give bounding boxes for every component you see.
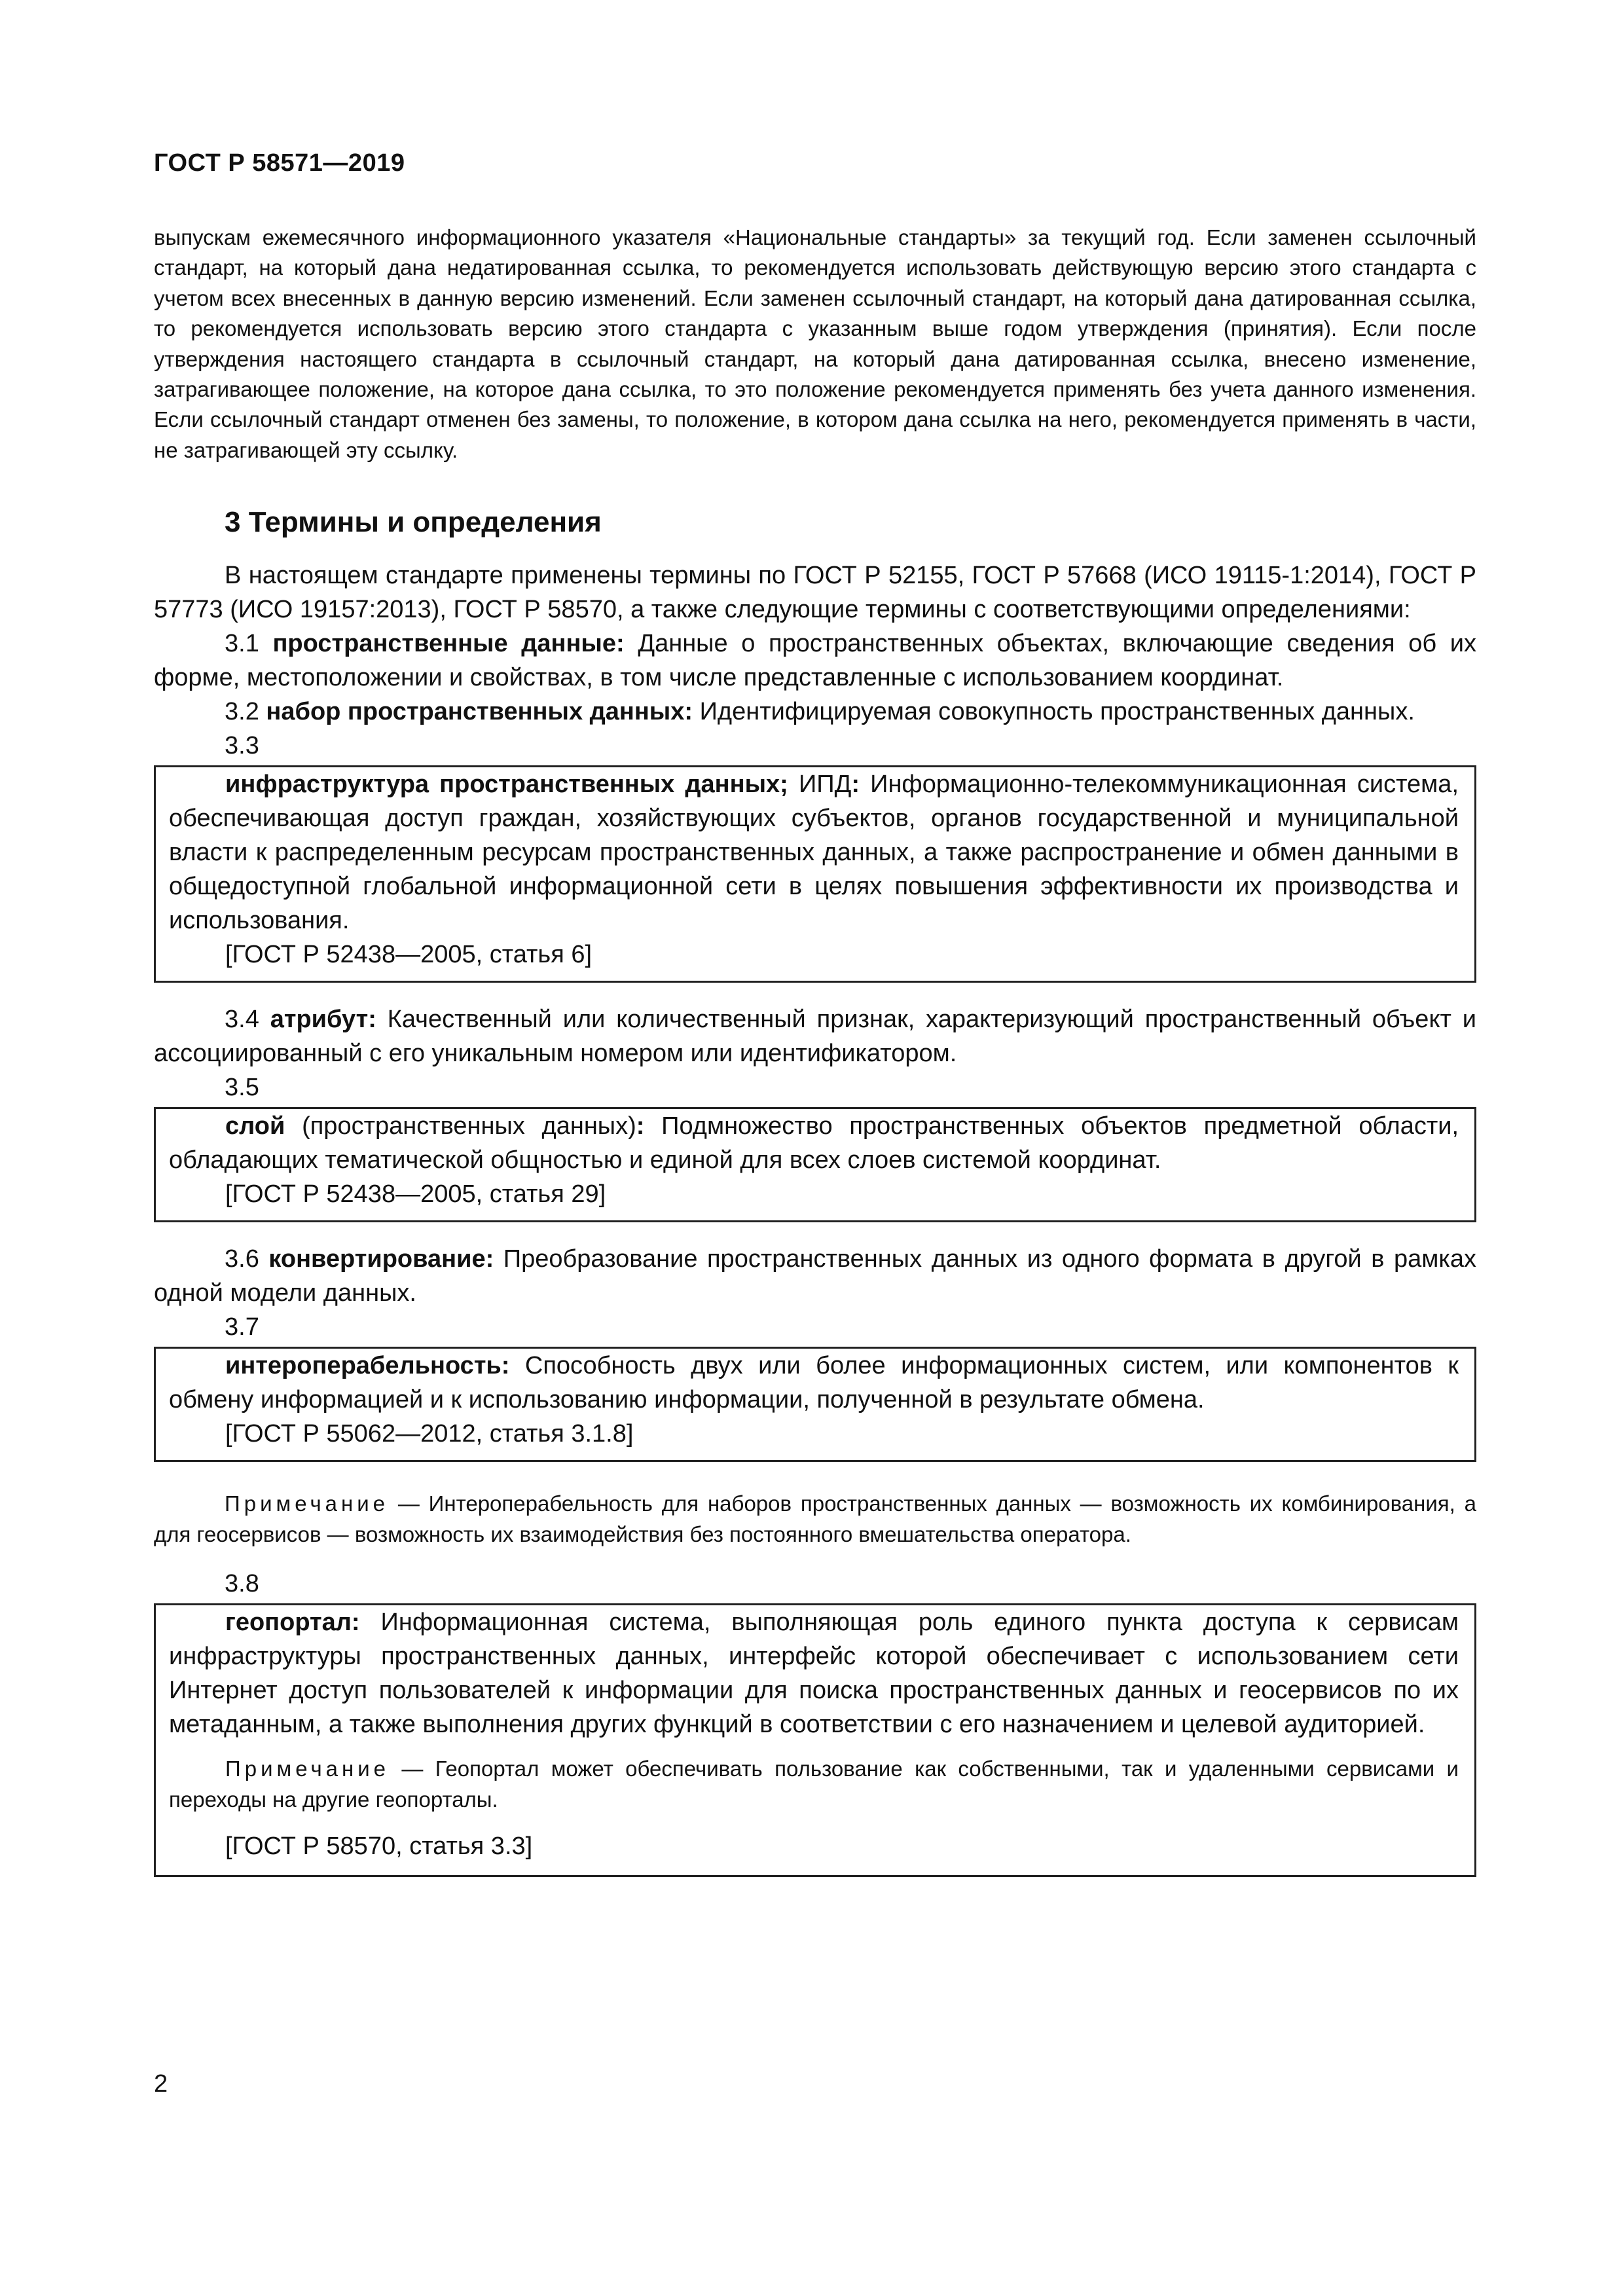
term-number-3-7: 3.7	[225, 1313, 259, 1341]
note-3-8	[169, 1753, 1459, 1815]
term-label: пространственные данные:	[272, 630, 625, 658]
term-3-3	[169, 767, 1459, 938]
section-intro: В настоящем стандарте применены термины по ГОСТ Р 52155, ГОСТ Р 57668 (ИСО 19115-1:2014), ГОСТ Р 57773 (ИСО 19157:2013), ГОСТ Р 58570, а также следующие термины с соответствующими определениями:	[154, 562, 1476, 624]
term-source: [ГОСТ Р 52438—2005, статья 29]	[225, 1180, 606, 1209]
document-header: ГОСТ Р 58571—2019	[154, 149, 405, 177]
term-colon: :	[851, 771, 860, 799]
continuation-paragraph: выпускам ежемесячного информационного указателя «Национальные стандарты» за текущий год. Если заменен ссылочный стандарт, на который дана недатированная ссылка, то рекомендуется использовать действующую версию этого стандарта с учетом всех внесенных в данную версию изменений. Если заменен ссылочный стандарт, на который дана датированная ссылка, то рекомендуется использовать версию этого стандарта с указанным выше годом утверждения (принятия). Если после утверждения настоящего стандарта в ссылочный стандарт, на который дана датированная ссылка, внесено изменение, затрагивающее положение, на которое дана ссылка, то это положение рекомендуется применять без учета данного изменения. Если ссылочный стандарт отменен без замены, то положение, в котором дана ссылка на него, рекомендуется применять в части, не затрагивающей эту ссылку.	[154, 225, 1476, 462]
term-box-3-7	[154, 1347, 1476, 1462]
term-source: [ГОСТ Р 52438—2005, статья 6]	[225, 941, 593, 969]
term-number-3-3: 3.3	[225, 732, 259, 760]
term-number-3-8: 3.8	[225, 1570, 259, 1598]
term-abbreviation: ИПД	[798, 771, 852, 799]
term-colon: :	[636, 1112, 645, 1140]
term-label: конвертирование:	[268, 1245, 494, 1273]
term-source: [ГОСТ Р 55062—2012, статья 3.1.8]	[225, 1420, 634, 1448]
term-source: [ГОСТ Р 58570, статья 3.3]	[225, 1832, 533, 1861]
term-label: интероперабельность:	[225, 1352, 510, 1380]
term-label: геопортал:	[225, 1609, 360, 1637]
term-definition: Информационно-телекоммуникационная система, обеспечивающая доступ граждан, хозяйствующих субъектов, органов государственной и муниципальной власти к распределенным ресурсам пространственных данных, а также распространение и обмен данными в общедоступной глобальной информационной сети в целях повышения эффективности их производства и использования.	[169, 771, 1459, 935]
note-label: Примечание	[225, 1491, 390, 1516]
term-3-5	[169, 1109, 1459, 1177]
term-label: инфраструктура пространственных данных;	[225, 771, 788, 799]
term-definition: Качественный или количественный признак, характеризующий пространственный объект и ассоциированный с его уникальным номером или идентификатором.	[154, 1006, 1476, 1068]
page-number: 2	[154, 2070, 168, 2098]
term-label: слой	[225, 1112, 285, 1140]
term-number: 3.2	[225, 698, 259, 726]
term-number: 3.1	[225, 630, 259, 658]
term-box-3-8	[154, 1603, 1476, 1877]
term-definition: Идентифицируемая совокупность пространственных данных.	[699, 698, 1415, 726]
term-number: 3.6	[225, 1245, 259, 1273]
term-box-3-3	[154, 765, 1476, 983]
term-definition: Преобразование пространственных данных из одного формата в другой в рамках одной модели данных.	[154, 1245, 1476, 1307]
term-label: атрибут:	[270, 1006, 376, 1034]
note-label: Примечание	[225, 1757, 390, 1781]
term-definition: Подмножество пространственных объектов предметной области, обладающих тематической общностью и единой для всех слоев системой координат.	[169, 1112, 1459, 1175]
term-label: набор пространственных данных:	[266, 698, 693, 726]
term-number-3-5: 3.5	[225, 1074, 259, 1102]
term-3-1	[154, 627, 1476, 695]
note-text: — Интероперабельность для наборов пространственных данных — возможность их комбинирования, а для геосервисов — возможность их взаимодействия без постоянного вмешательства оператора.	[154, 1491, 1477, 1547]
term-3-6	[154, 1242, 1476, 1310]
section-title: 3 Термины и определения	[225, 506, 602, 539]
term-definition: Данные о пространственных объектах, включающие сведения об их форме, местоположении и свойствах, в том числе представленные с использованием координат.	[154, 630, 1477, 692]
note-text: — Геопортал может обеспечивать пользование как собственными, так и удаленными сервисами и переходы на другие геопорталы.	[169, 1757, 1459, 1812]
term-box-3-5	[154, 1107, 1476, 1222]
page-content	[154, 223, 1476, 1877]
term-3-4	[154, 1002, 1476, 1070]
term-definition: Способность двух или более информационных систем, или компонентов к обмену информацией и к использованию информации, полученной в результате обмена.	[169, 1352, 1459, 1414]
term-definition: Информационная система, выполняющая роль единого пункта доступа к сервисам инфраструктуры пространственных данных, интерфейс которой обеспечивает с использованием сети Интернет доступ пользователей к информации для поиска пространственных данных и геосервисов по их метаданным, а также выполнения других функций в соответствии с его назначением и целевой аудиторией.	[169, 1609, 1459, 1739]
term-qualifier: (пространственных данных)	[302, 1112, 636, 1140]
term-3-2	[154, 695, 1476, 729]
term-number: 3.4	[225, 1006, 259, 1034]
note-3-7	[154, 1488, 1476, 1550]
term-3-7	[169, 1349, 1459, 1417]
term-3-8	[169, 1605, 1459, 1741]
